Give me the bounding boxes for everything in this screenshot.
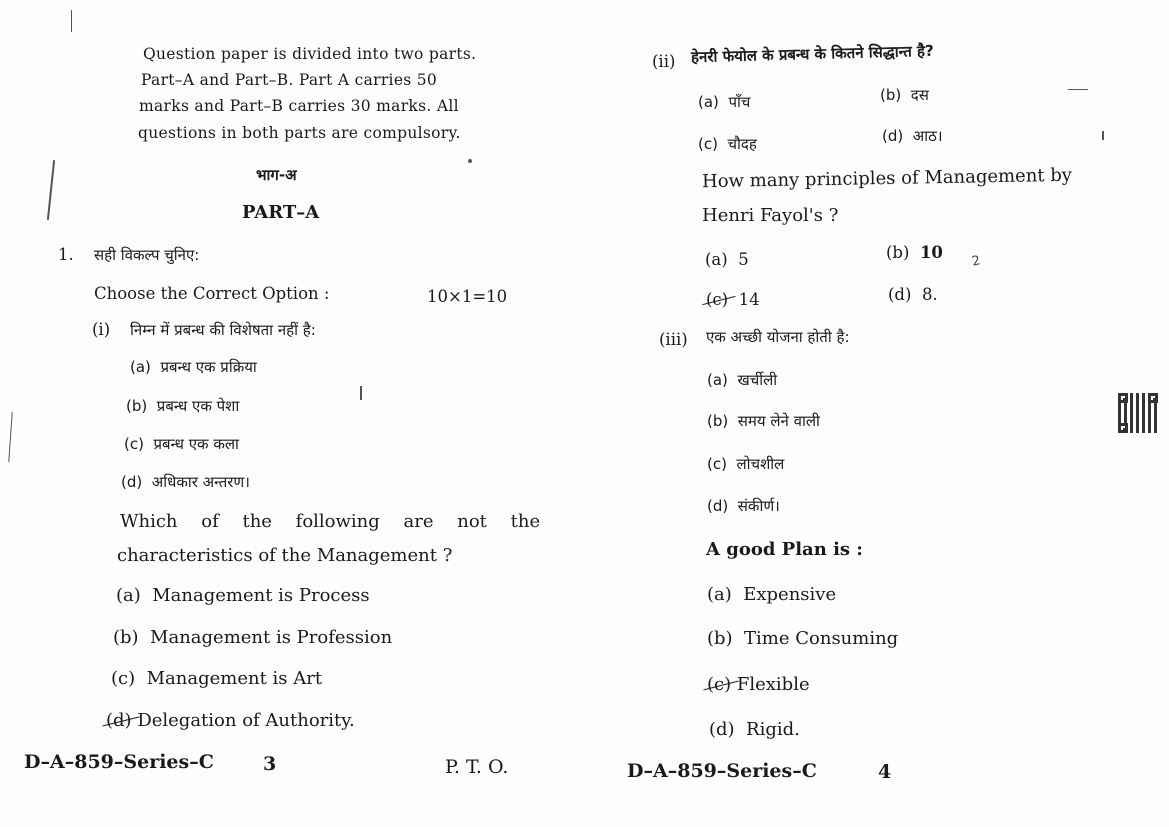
qiii-hindi-option-a: (a) खर्चीली [707,371,778,389]
qiii-hindi-option-c: (c) लोचशील [707,455,785,473]
part-english-heading: PART–A [242,202,320,223]
qii-english-option-a: (a) 5 [705,250,749,269]
qi-hindi-option-c: (c) प्रबन्ध एक कला [124,435,239,453]
qii-hindi-option-d: (d) आठ। [882,127,943,145]
answer-strike-mark: (c) [706,290,729,309]
qr-code [1118,393,1158,433]
intro-line-3: marks and Part–B carries 30 marks. All [139,97,459,115]
qi-english-option-a: (a) Management is Process [116,585,370,606]
q1-number: 1. [58,245,74,264]
scan-artifact [468,159,472,163]
answer-strike-mark: (c) [707,674,732,695]
footer-page-number-right: 4 [878,761,892,783]
qii-english-option-b: (b) 10 [886,243,943,262]
qi-hindi-option-b: (b) प्रबन्ध एक पेशा [126,397,240,415]
scan-artifact [1102,131,1104,140]
q1-marks: 10×1=10 [427,287,508,306]
qi-english-line-1: Which of the following are not the [120,511,541,532]
handwritten-mark: 2 [970,253,982,270]
qi-english-option-b: (b) Management is Profession [113,627,393,648]
scan-artifact [8,412,12,462]
qiii-number: (iii) [659,330,688,349]
qiii-hindi-option-b: (b) समय लेने वाली [707,412,820,430]
qi-hindi-option-d: (d) अधिकार अन्तरण। [121,473,250,491]
qii-number: (ii) [652,52,676,71]
scan-artifact [360,386,362,400]
qiii-hindi: एक अच्छी योजना होती है: [706,328,850,346]
qii-english-line-2: Henri Fayol's ? [702,205,839,226]
scan-artifact [1068,89,1088,90]
scan-artifact [47,160,55,220]
qiii-english: A good Plan is : [706,539,863,560]
intro-line-1: Question paper is divided into two parts. [143,45,477,63]
footer-code-right: D–A–859–Series–C [627,760,817,782]
qii-hindi-option-b: (b) दस [880,86,929,104]
q1-hindi: सही विकल्प चुनिए: [94,246,200,264]
qi-english-option-d: (d) Delegation of Authority. [106,710,355,731]
qii-english-option-d: (d) 8. [888,285,938,304]
qi-number: (i) [92,320,111,339]
qii-english-line-1: How many principles of Management by [701,164,1073,193]
qiii-english-option-c: (c) Flexible [707,674,810,695]
answer-strike-mark: (d) [106,710,132,731]
qi-hindi-option-a: (a) प्रबन्ध एक प्रक्रिया [130,358,257,376]
part-hindi-heading: भाग-अ [256,166,297,184]
qii-hindi-option-c: (c) चौदह [698,135,757,153]
footer-code-left: D–A–859–Series–C [24,751,214,773]
qiii-english-option-b: (b) Time Consuming [707,628,899,649]
intro-line-2: Part–A and Part–B. Part A carries 50 [141,71,438,89]
qii-hindi: हेनरी फेयोल के प्रबन्ध के कितने सिद्धान्त है? [690,41,934,67]
intro-line-4: questions in both parts are compulsory. [138,124,461,142]
qi-english-option-c: (c) Management is Art [111,668,323,689]
qi-english-line-2: characteristics of the Management ? [117,545,453,566]
qiii-hindi-option-d: (d) संकीर्ण। [707,497,780,515]
qiii-english-option-a: (a) Expensive [707,584,837,605]
qi-hindi: निम्न में प्रबन्ध की विशेषता नहीं है: [130,321,316,339]
qiii-english-option-d: (d) Rigid. [709,719,800,740]
qii-hindi-option-a: (a) पाँच [698,93,751,111]
q1-english: Choose the Correct Option : [94,284,330,303]
footer-page-number-left: 3 [263,753,277,775]
qii-english-option-c: (c) 14 [706,290,760,309]
footer-pto: P. T. O. [445,756,509,778]
scan-artifact [71,10,72,32]
